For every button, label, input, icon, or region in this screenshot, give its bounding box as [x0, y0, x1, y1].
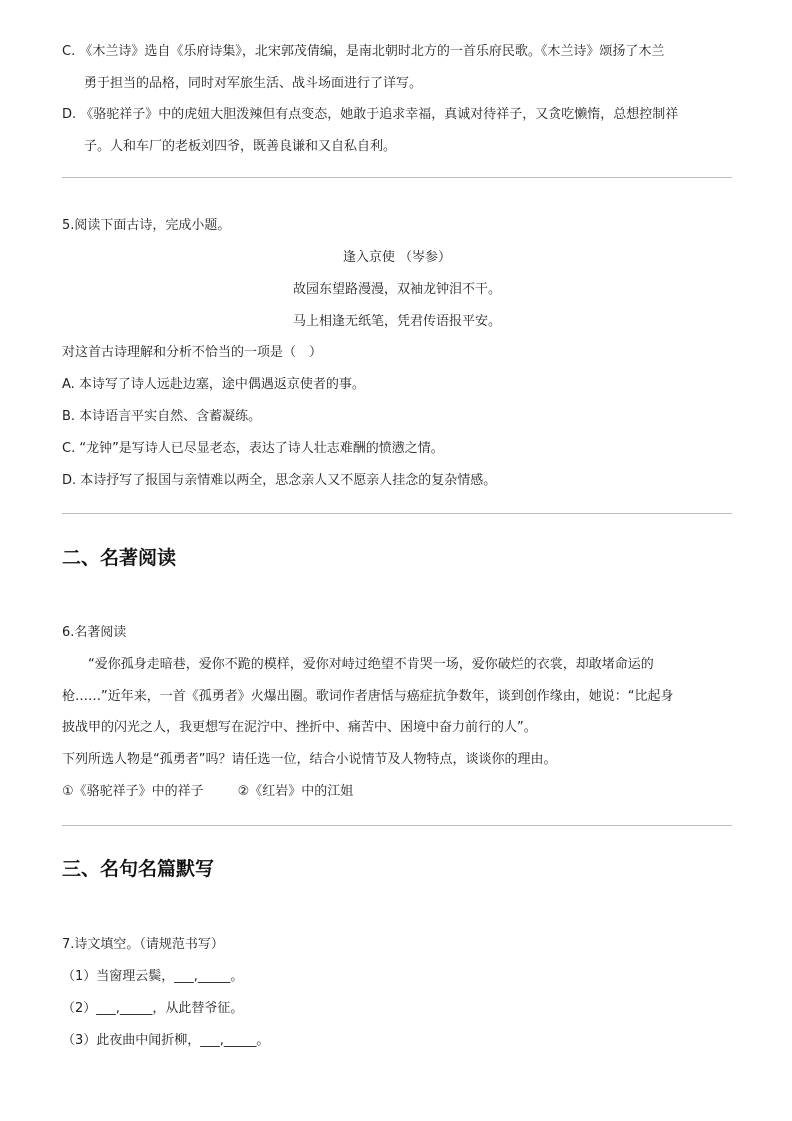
divider [62, 177, 732, 178]
q6-choice-1: ①《骆驼祥子》中的祥子 [62, 784, 204, 799]
q7-item-1-text: （1）当窗理云鬓， [62, 969, 175, 984]
poem-line-2: 马上相逢无纸笔，凭君传语报平安。 [292, 314, 501, 329]
q4-option-c-line2: 勇于担当的品格，同时对军旅生活、战斗场面进行了详写。 [84, 76, 423, 91]
q4-option-d-line2: 子。人和车厂的老板刘四爷，既善良谦和又自私自利。 [84, 139, 397, 154]
q6-choices [62, 782, 732, 802]
q5-question: 对这首古诗理解和分析不恰当的一项是（ ） [62, 345, 323, 360]
poem-title: 逢入京使 （岑参） [342, 250, 452, 265]
fill-blank[interactable]: ___,_____ [174, 969, 231, 984]
q4-option-d-line1: D. 《骆驼祥子》中的虎妞大胆泼辣但有点变态，她敢于追求幸福，真诚对待祥子，又贪吃懒惰，总想控制祥 [62, 107, 679, 122]
q7-item-2-text: （2） [62, 1001, 97, 1016]
q4-option-c-line1: C. 《木兰诗》选自《乐府诗集》，北宋郭茂倩编，是南北朝时北方的一首乐府民歌。《木兰诗》颂扬了木兰 [62, 44, 665, 59]
q7-item-2 [62, 999, 732, 1019]
q7-item-3 [62, 1031, 732, 1051]
divider [62, 825, 732, 826]
q5-option-a: A. 本诗写了诗人远赴边塞，途中偶遇返京使者的事。 [62, 377, 365, 392]
q6-paragraph-line2: 枪……”近年来，一首《孤勇者》火爆出圈。歌词作者唐恬与癌症抗争数年，谈到创作缘由，她说：“比起身 [62, 689, 674, 704]
q7-item-3-text: （3）此夜曲中闻折柳， [62, 1033, 201, 1048]
divider [62, 513, 732, 514]
fill-blank[interactable]: ___,_____ [96, 1001, 153, 1016]
q6-paragraph-line1: “爱你孤身走暗巷，爱你不跪的模样，爱你对峙过绝望不肯哭一场，爱你破烂的衣裳，却敢堵命运的 [88, 657, 654, 672]
q7-item-3-end: 。 [256, 1033, 270, 1048]
q7-item-1-end: 。 [230, 969, 244, 984]
q5-option-d: D. 本诗抒写了报国与亲情难以两全，思念亲人又不愿亲人挂念的复杂情感。 [62, 473, 497, 488]
q5-option-c: C. “龙钟”是写诗人已尽显老态，表达了诗人壮志难酬的愤懑之情。 [62, 441, 444, 456]
q7-item-1 [62, 967, 732, 987]
q6-choice-2: ②《红岩》中的江姐 [237, 784, 354, 799]
q7-stem: 7.诗文填空。（请规范书写） [62, 937, 224, 952]
section-title-recitation: 三、名句名篇默写 [62, 858, 215, 880]
fill-blank[interactable]: ___,_____ [200, 1033, 257, 1048]
section-title-classics: 二、名著阅读 [62, 547, 177, 569]
q6-paragraph-line3: 披战甲的闪光之人，我更想写在泥泞中、挫折中、痛苦中、困境中奋力前行的人”。 [62, 720, 537, 735]
q6-stem: 6.名著阅读 [62, 625, 127, 640]
poem-line-1: 故园东望路漫漫，双袖龙钟泪不干。 [292, 282, 501, 297]
q7-item-2-end: ，从此替爷征。 [152, 1001, 244, 1016]
q5-stem: 5.阅读下面古诗，完成小题。 [62, 218, 231, 233]
q5-option-b: B. 本诗语言平实自然、含蓄凝练。 [62, 409, 262, 424]
q6-question: 下列所选人物是“孤勇者”吗？请任选一位，结合小说情节及人物特点，谈谈你的理由。 [62, 752, 557, 767]
